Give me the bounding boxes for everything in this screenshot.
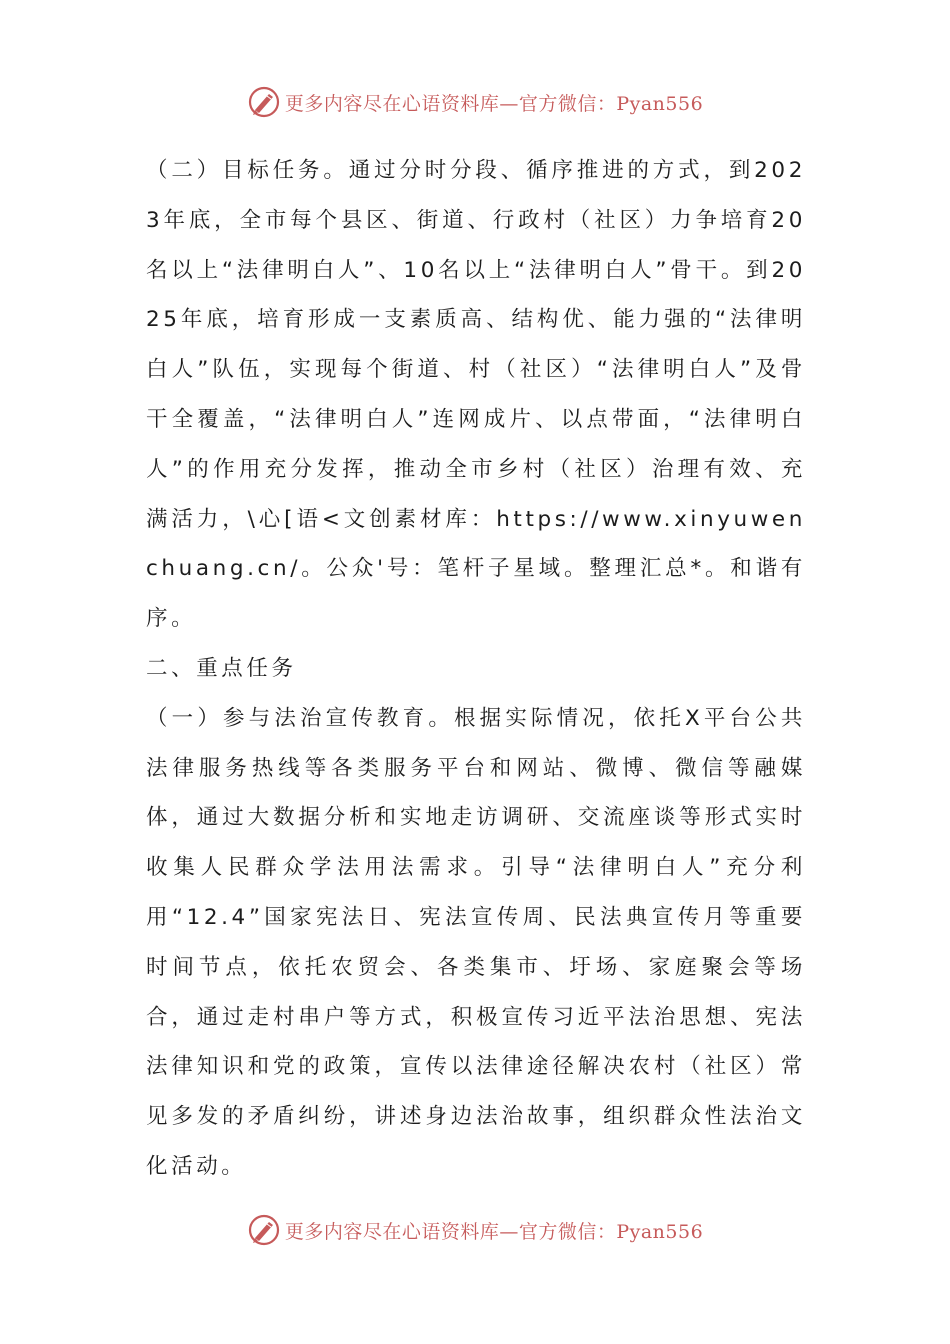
paragraph-legal-education: （一）参与法治宣传教育。根据实际情况，依托X平台公共法律服务热线等各类服务平台和网站、微博、微信等融媒体，通过大数据分析和实地走访调研、交流座谈等形式实时收集人民群众学法用法需求。引导“法律明白人”充分利用“12.4”国家宪法日、宪法宣传周、民法典宣传月等重要时间节点，依托农贸会、各类集市、圩场、家庭聚会等场合，通过走村串户等方式，积极宣传习近平法治思想、宪法法律知识和党的政策，宣传以法律途径解决农村（社区）常见多发的矛盾纠纷，讲述身边法治故事，组织群众性法治文化活动。 xyxy=(146,705,806,1179)
paragraph-target-tasks: （二）目标任务。通过分时分段、循序推进的方式，到2023年底，全市每个县区、街道、行政村（社区）力争培育20名以上“法律明白人”、10名以上“法律明白人”骨干。到2025年底，培育形成一支素质高、结构优、能力强的“法律明白人”队伍，实现每个街道、村（社区）“法律明白人”及骨干全覆盖，“法律明白人”连网成片、以点带面，“法律明白人”的作用充分发挥，推动全市乡村（社区）治理有效、充满活力，\心[语<文创素材库：https://www.xinyuwenchuang.cn/。公众'号：笔杆子星域。整理汇总*。和谐有序。 xyxy=(146,158,806,632)
pen-in-circle-icon xyxy=(247,1213,281,1247)
pen-in-circle-icon xyxy=(247,85,281,119)
banner-text: 更多内容尽在心语资料库—官方微信：Pyan556 xyxy=(284,1220,704,1243)
header-watermark-banner xyxy=(0,82,950,122)
section-heading-key-tasks: 二、重点任务 xyxy=(146,655,297,681)
footer-watermark-banner xyxy=(0,1210,950,1250)
document-body xyxy=(146,146,806,1192)
banner-text: 更多内容尽在心语资料库—官方微信：Pyan556 xyxy=(284,92,704,115)
